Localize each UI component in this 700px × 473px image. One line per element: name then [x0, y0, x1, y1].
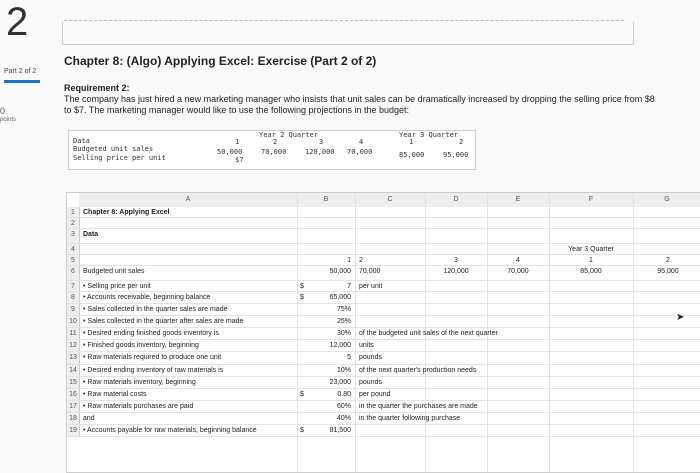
- table-row: [67, 413, 700, 425]
- cell-a[interactable]: • Raw materials required to produce one unit: [83, 354, 222, 361]
- cell-e[interactable]: 4: [516, 257, 520, 264]
- cell-cur[interactable]: $: [300, 391, 304, 398]
- spreadsheet: [66, 192, 700, 473]
- row-number[interactable]: 18: [67, 413, 80, 424]
- cell-b[interactable]: 75%: [336, 306, 351, 313]
- row-number[interactable]: 10: [67, 316, 80, 327]
- snippet-q: 1: [235, 138, 240, 146]
- cell-g[interactable]: 2: [666, 257, 670, 264]
- requirement-text: The company has just hired a new marketing manager who insists that unit sales can be dramatically increased by dropping the selling price from $8 to $7. The marketing manager would like to use the following projections in the budget:: [64, 94, 655, 115]
- cell-b[interactable]: 0.80: [337, 391, 351, 398]
- cell-a[interactable]: • Raw material costs: [83, 391, 147, 398]
- snippet-data-label: Data: [73, 137, 90, 145]
- row-number[interactable]: 13: [67, 352, 80, 364]
- cell-b[interactable]: 12,000: [329, 342, 351, 349]
- snippet-value: 120,000: [305, 148, 335, 156]
- table-row: [67, 207, 700, 218]
- col-header-d[interactable]: D: [425, 193, 488, 207]
- snippet-q: 2: [273, 138, 278, 146]
- snippet-q: 4: [359, 138, 364, 146]
- snippet-q: 2: [459, 138, 464, 146]
- snippet-value: 70,000: [261, 148, 287, 156]
- cell-d[interactable]: 3: [454, 257, 458, 264]
- table-row: [67, 281, 700, 292]
- cell-c[interactable]: 70,000: [359, 268, 381, 275]
- row-number[interactable]: 15: [67, 377, 80, 388]
- part-indicator: Part 2 of 2: [4, 68, 37, 75]
- cell-b[interactable]: 40%: [336, 415, 351, 422]
- page-title: Chapter 8: (Algo) Applying Excel: Exercise (Part 2 of 2): [64, 54, 377, 68]
- snippet-value: 95,000: [443, 151, 469, 159]
- cell-c[interactable]: in the quarter following purchase: [359, 415, 461, 422]
- snippet-price-value: $7: [235, 156, 244, 164]
- cell-g[interactable]: 95,000: [657, 268, 679, 275]
- snippet-budgeted-label: Budgeted unit sales: [73, 145, 154, 153]
- cell-cur[interactable]: $: [300, 427, 304, 434]
- col-header-g[interactable]: G: [633, 193, 700, 207]
- table-row: [67, 218, 700, 229]
- cell-c[interactable]: of the budgeted unit sales of the next quarter: [359, 330, 498, 337]
- cell-b[interactable]: 60%: [336, 403, 351, 410]
- row-number[interactable]: 6: [67, 266, 80, 280]
- row-number[interactable]: 3: [67, 229, 80, 243]
- data-snippet: [68, 130, 476, 170]
- row-number[interactable]: 1: [67, 207, 80, 217]
- row-number[interactable]: 4: [67, 244, 80, 254]
- cell-c[interactable]: per unit: [359, 283, 383, 290]
- col-header-a[interactable]: A: [79, 193, 298, 207]
- table-row: [67, 292, 700, 304]
- table-row: [67, 244, 700, 255]
- cell-a[interactable]: • Selling price per unit: [83, 283, 151, 290]
- snippet-q: 1: [409, 138, 414, 146]
- question-number: 2: [6, 0, 29, 44]
- cell-c[interactable]: units: [359, 342, 374, 349]
- table-row: [67, 316, 700, 328]
- table-row: [67, 328, 700, 340]
- row-number[interactable]: 11: [67, 328, 80, 339]
- table-row: [67, 389, 700, 401]
- cell-a[interactable]: Chapter 8: Applying Excel: [83, 209, 170, 216]
- snippet-value: 85,000: [399, 151, 425, 159]
- cell-f[interactable]: 1: [589, 257, 593, 264]
- row-number[interactable]: 8: [67, 292, 80, 303]
- table-row: [67, 340, 700, 352]
- cell-c[interactable]: of the next quarter's production needs: [359, 367, 477, 374]
- cell-a[interactable]: • Accounts payable for raw materials, beginning balance: [83, 427, 257, 434]
- cell-b[interactable]: 5: [347, 354, 351, 361]
- table-row: [67, 229, 700, 244]
- cell-c[interactable]: per pound: [359, 391, 391, 398]
- points-value: 0: [0, 106, 6, 116]
- cell-a[interactable]: • Desired ending finished goods inventory is: [83, 330, 219, 337]
- cell-b[interactable]: 81,500: [329, 427, 351, 434]
- col-header-c[interactable]: C: [355, 193, 426, 207]
- col-header-f[interactable]: F: [549, 193, 634, 207]
- row-number[interactable]: 12: [67, 340, 80, 351]
- cell-a[interactable]: • Sales collected in the quarter sales are made: [83, 306, 228, 313]
- cell-f[interactable]: Year 3 Quarter: [568, 246, 614, 253]
- cell-c[interactable]: pounds: [359, 354, 382, 361]
- points-label: points: [0, 117, 17, 123]
- col-header-e[interactable]: E: [487, 193, 550, 207]
- table-row: [67, 255, 700, 266]
- snippet-price-label: Selling price per unit: [73, 154, 166, 162]
- cell-b[interactable]: 23,000: [329, 379, 351, 386]
- answer-area: [62, 22, 634, 45]
- snippet-value: 70,000: [347, 148, 373, 156]
- snippet-q: 3: [319, 138, 324, 146]
- row-number[interactable]: 16: [67, 389, 80, 400]
- table-row: [67, 425, 700, 437]
- row-number[interactable]: 9: [67, 304, 80, 315]
- cell-a[interactable]: Budgeted unit sales: [83, 268, 145, 275]
- table-row: [67, 401, 700, 413]
- row-number[interactable]: 19: [67, 425, 80, 436]
- cell-d[interactable]: 120,000: [443, 268, 469, 275]
- cell-a[interactable]: and: [83, 415, 95, 422]
- cell-b[interactable]: 10%: [336, 367, 351, 374]
- cell-b[interactable]: 50,000: [329, 268, 351, 275]
- table-row: [67, 266, 700, 281]
- cell-a[interactable]: • Accounts receivable, beginning balance: [83, 294, 211, 301]
- cell-cur[interactable]: $: [300, 294, 304, 301]
- cell-a[interactable]: • Sales collected in the quarter after sales are made: [83, 318, 244, 325]
- table-row: [67, 377, 700, 389]
- snippet-year2-header: Year 2 Quarter: [259, 131, 319, 139]
- table-row: [67, 352, 700, 365]
- col-header-b[interactable]: B: [297, 193, 356, 207]
- cell-a[interactable]: • Desired ending inventory of raw materials is: [83, 367, 224, 374]
- cell-cur[interactable]: $: [300, 283, 304, 290]
- cell-a[interactable]: Data: [83, 231, 99, 238]
- row-number[interactable]: 2: [67, 218, 80, 228]
- cell-b[interactable]: 25%: [336, 318, 351, 325]
- snippet-value: 50,000: [217, 148, 243, 156]
- cell-a[interactable]: • Raw materials inventory, beginning: [83, 379, 196, 386]
- cell-c[interactable]: pounds: [359, 379, 382, 386]
- cell-a[interactable]: • Finished goods inventory, beginning: [83, 342, 199, 349]
- cell-c[interactable]: in the quarter the purchases are made: [359, 403, 478, 410]
- row-number[interactable]: 7: [67, 281, 80, 291]
- row-number[interactable]: 17: [67, 401, 80, 412]
- requirement-heading: Requirement 2:: [64, 83, 130, 93]
- snippet-year3-header: Year 3 Quarter: [399, 131, 459, 139]
- cell-b[interactable]: 1: [347, 257, 351, 264]
- cell-c[interactable]: 2: [359, 257, 363, 264]
- row-number[interactable]: 5: [67, 255, 80, 265]
- table-row: [67, 304, 700, 316]
- cell-b[interactable]: 7: [347, 283, 351, 290]
- part-progress-bar: [4, 80, 40, 83]
- cell-f[interactable]: 85,000: [580, 268, 602, 275]
- cell-b[interactable]: 65,000: [329, 294, 351, 301]
- row-number[interactable]: 14: [67, 365, 80, 376]
- mouse-cursor-icon: ➤: [676, 312, 685, 323]
- cell-a[interactable]: • Raw materials purchases are paid: [83, 403, 194, 410]
- cell-e[interactable]: 70,000: [507, 268, 529, 275]
- cell-b[interactable]: 30%: [336, 330, 351, 337]
- table-row: [67, 365, 700, 377]
